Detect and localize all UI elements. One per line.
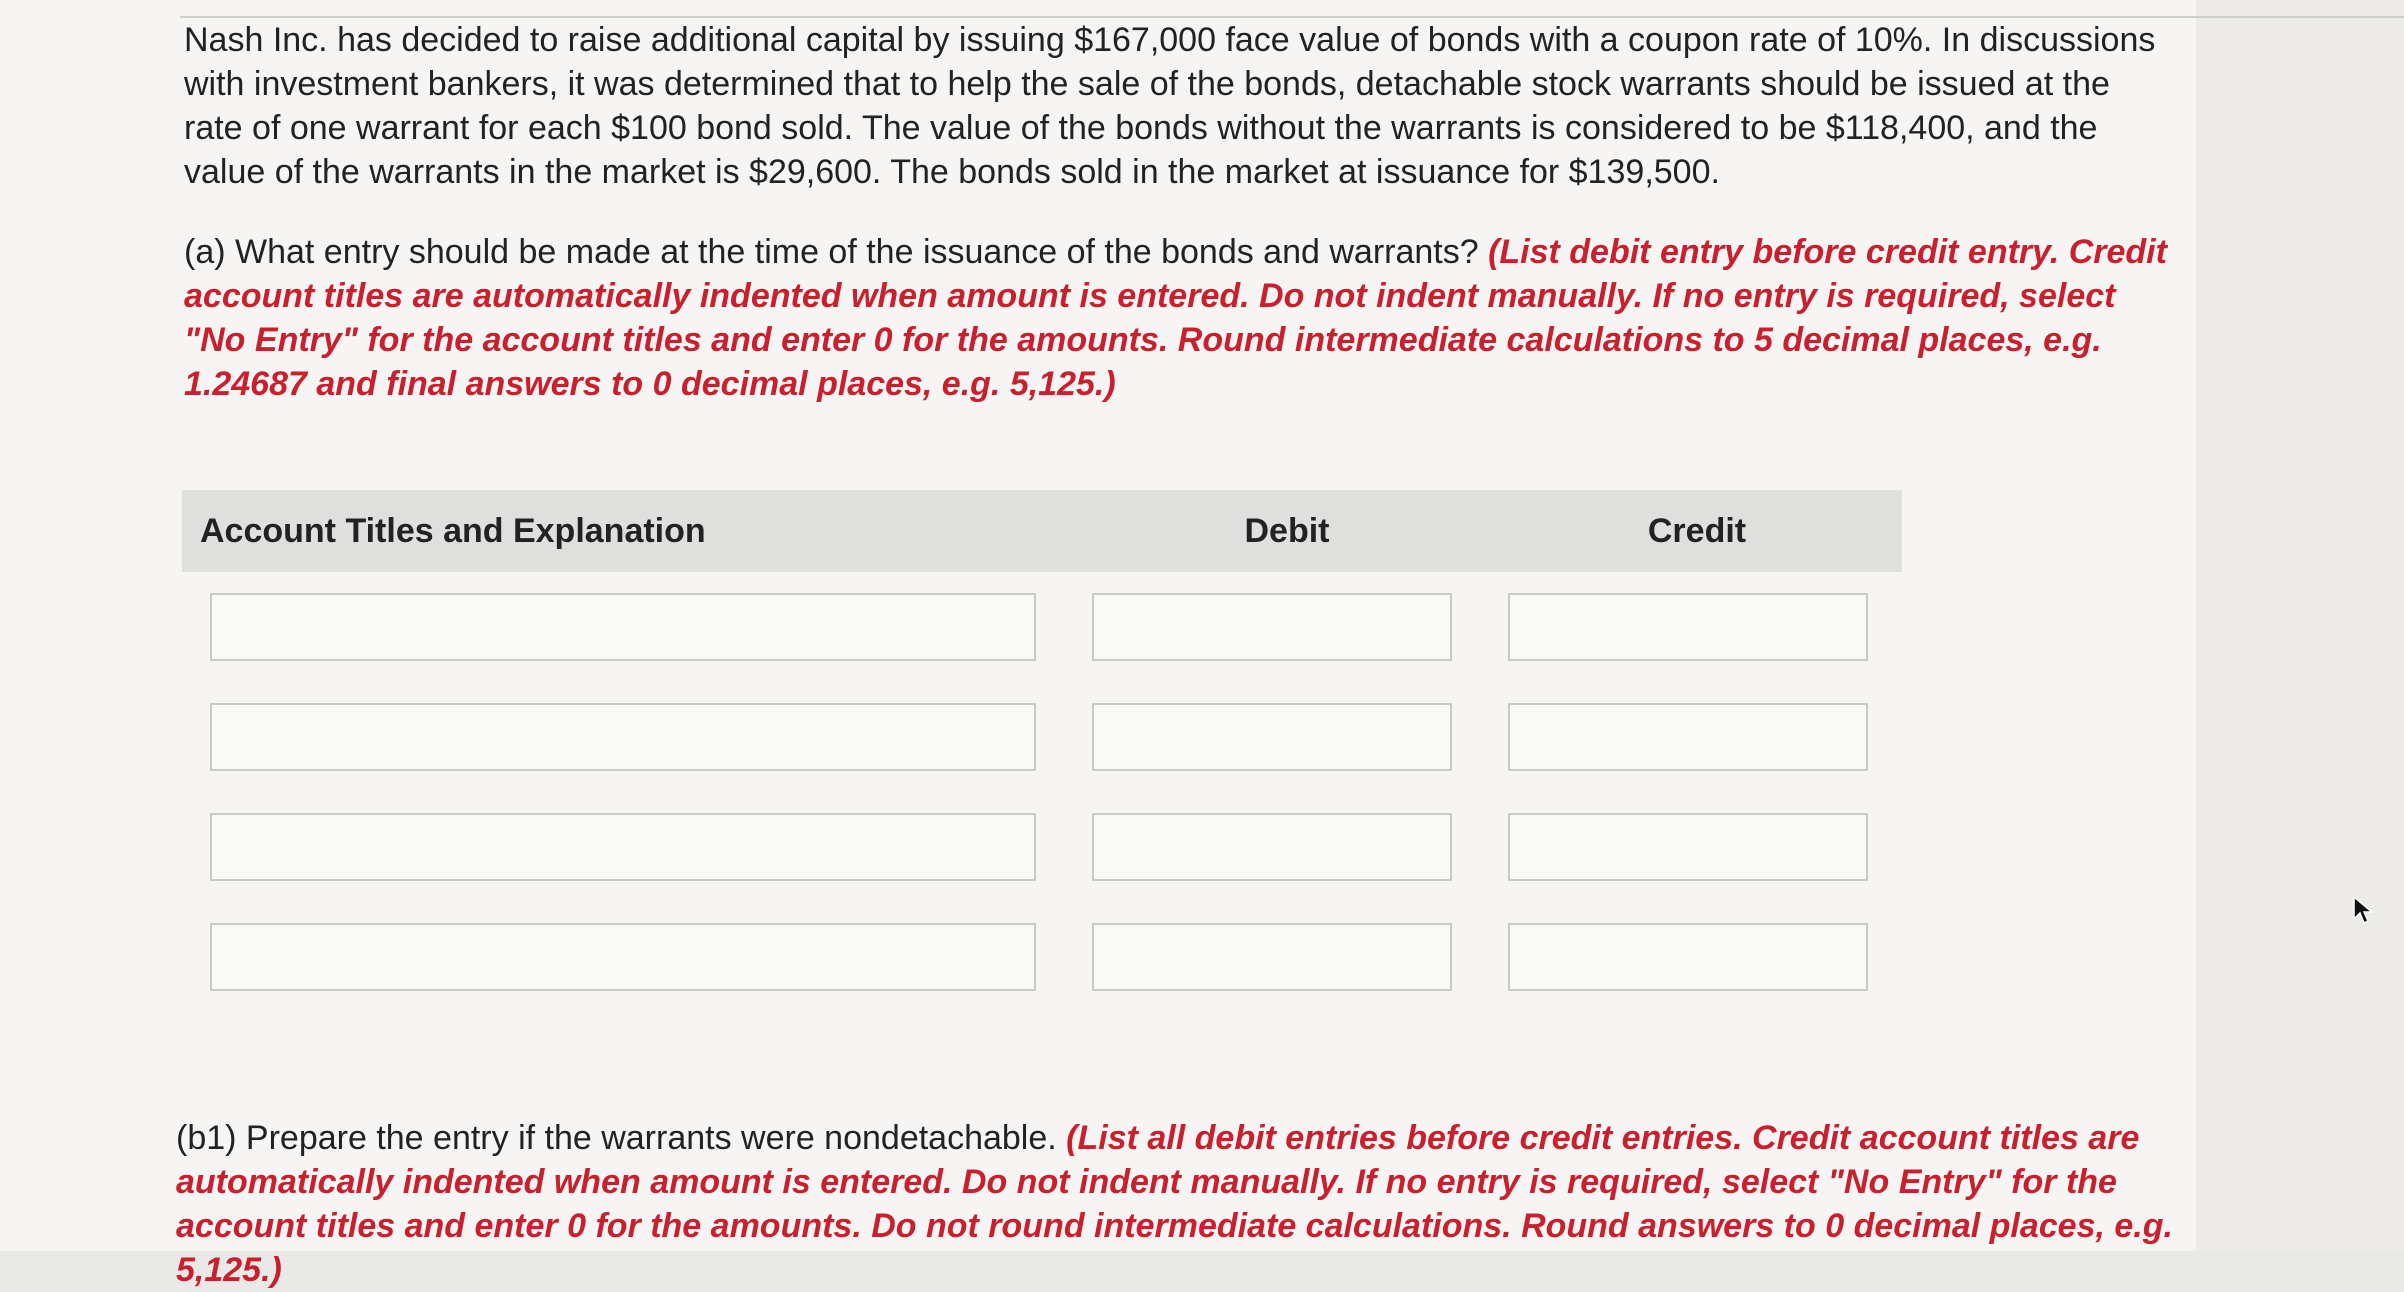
- header-debit: Debit: [1244, 511, 1330, 550]
- header-account: Account Titles and Explanation: [200, 511, 706, 550]
- debit-input[interactable]: [1092, 923, 1452, 991]
- credit-input[interactable]: [1508, 813, 1868, 881]
- header-credit: Credit: [1647, 511, 1747, 550]
- part-a-prompt: [184, 230, 2174, 406]
- table-row: [182, 902, 1902, 1012]
- account-title-input[interactable]: [210, 593, 1036, 661]
- credit-input[interactable]: [1508, 703, 1868, 771]
- credit-input[interactable]: [1508, 593, 1868, 661]
- debit-input[interactable]: [1092, 813, 1452, 881]
- debit-input[interactable]: [1092, 703, 1452, 771]
- mouse-cursor-icon: [2352, 895, 2376, 925]
- question-content: [184, 18, 2174, 406]
- problem-statement: Nash Inc. has decided to raise additional capital by issuing $167,000 face value of bonds with a coupon rate of 10%. In discussions with investment bankers, it was determined that to help the sale of the bonds, detachable stock warrants should be issued at the rate of one warrant for each $100 bond sold. The value of the bonds without the warrants is considered to be $118,400, and the value of the warrants in the market is $29,600. The bonds sold in the market at issuance for $139,500.: [184, 21, 2156, 191]
- credit-input[interactable]: [1508, 923, 1868, 991]
- account-title-input[interactable]: [210, 923, 1036, 991]
- debit-input[interactable]: [1092, 593, 1452, 661]
- part-b1-question: Prepare the entry if the warrants were nondetachable.: [236, 1119, 1067, 1157]
- table-row: [182, 682, 1902, 792]
- part-b1-section: [176, 1116, 2176, 1292]
- part-b1-label: (b1): [176, 1119, 237, 1157]
- right-gutter: [2196, 0, 2404, 1251]
- journal-entry-table: [182, 490, 1902, 1012]
- table-row: [182, 572, 1902, 682]
- part-a-question: What entry should be made at the time of the issuance of the bonds and warrants?: [225, 233, 1489, 271]
- account-title-input[interactable]: [210, 813, 1036, 881]
- part-a-label: (a): [184, 233, 226, 271]
- account-title-input[interactable]: [210, 703, 1036, 771]
- part-b1-instruction: (List all debit entries before credit entries. Credit account titles are automatically indented when amount is entered. Do not indent manually. If no entry is required, select "No Entry" for the account titles and enter 0 for the amounts. Do not round intermediate calculations. Round answers to 0 decimal places, e.g. 5,125.): [176, 1119, 2173, 1289]
- table-row: [182, 792, 1902, 902]
- table-header: [182, 490, 1902, 572]
- part-b1-prompt: [176, 1116, 2176, 1292]
- part-a-instruction: (List debit entry before credit entry. Credit account titles are automatically indented when amount is entered. Do not indent manually. If no entry is required, select "No Entry" for the account titles and enter 0 for the amounts. Round intermediate calculations to 5 decimal places, e.g. 1.24687 and final answers to 0 decimal places, e.g. 5,125.): [184, 233, 2167, 403]
